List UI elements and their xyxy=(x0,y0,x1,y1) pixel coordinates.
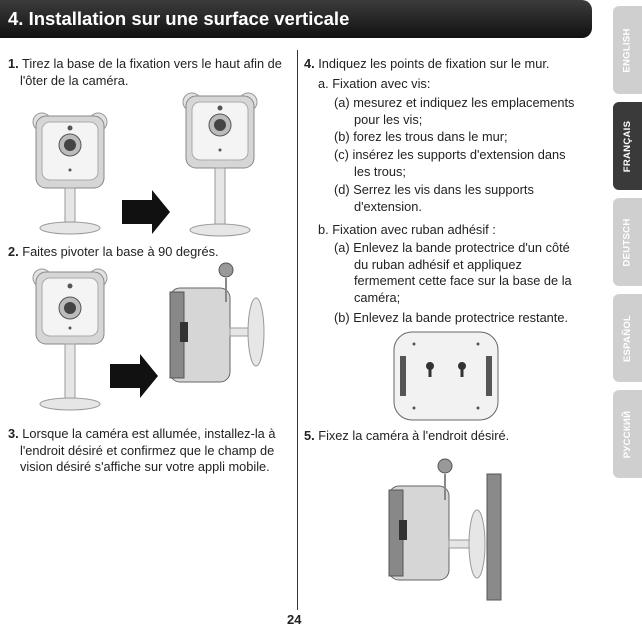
section-title: 4. Installation sur une surface verticale xyxy=(8,8,350,29)
tab-deutsch[interactable]: DEUTSCH xyxy=(613,198,642,286)
camera-side-view-icon xyxy=(170,263,264,382)
step-1-text: 1. Tirez la base de la fixation vers le haut afin de l'ôter de la caméra. xyxy=(8,56,282,88)
tab-english[interactable]: ENGLISH xyxy=(613,6,642,94)
section-header xyxy=(0,0,592,38)
tab-francais[interactable]: FRANÇAIS xyxy=(613,102,642,190)
camera-side-view-icon xyxy=(389,459,485,580)
tab-espanol[interactable]: ESPAÑOL xyxy=(613,294,642,382)
wall xyxy=(487,474,501,600)
tab-russian[interactable]: РУССКИЙ xyxy=(613,390,642,478)
step-4a-item: (a) mesurez et indiquez les emplacements pour les vis; xyxy=(334,95,575,127)
step-4a-item: (b) forez les trous dans le mur; xyxy=(334,129,508,144)
step-2-illustration xyxy=(30,258,270,418)
step-4-title: 4. Indiquez les points de fixation sur le mur. xyxy=(304,56,550,71)
step-4a-item: (c) insérez les supports d'extension dans les trous; xyxy=(334,147,566,179)
arrow-right-icon xyxy=(110,354,158,398)
step-5-title: 5. Fixez la caméra à l'endroit désiré. xyxy=(304,428,510,443)
step-3-text: 3. Lorsque la caméra est allumée, installez-la à l'endroit désiré et confirmez que le champ de vision désiré s'affiche sur votre appli mobile. xyxy=(8,426,276,474)
step-2-text: 2. Faites pivoter la base à 90 degrés. xyxy=(8,244,219,259)
column-divider xyxy=(297,50,298,610)
step-4a-title: a. Fixation avec vis: xyxy=(318,76,431,91)
arrow-right-icon xyxy=(122,190,170,234)
step-4b-item: (b) Enlevez la bande protectrice restante. xyxy=(334,310,569,325)
step-4a-item: (d) Serrez les vis dans les supports d'extension. xyxy=(334,182,534,214)
camera-with-base-icon xyxy=(33,269,107,410)
step-1-illustration xyxy=(30,90,270,260)
camera-with-base-icon xyxy=(183,93,257,236)
step-4b-item: (a) Enlevez la bande protectrice d'un côté du ruban adhésif et appliquez fermement cette face sur la base de la caméra; xyxy=(334,240,572,305)
base-plate-illustration xyxy=(392,330,500,422)
step-5-illustration xyxy=(385,450,505,600)
camera-with-base-icon xyxy=(33,113,107,234)
page-number: 24 xyxy=(287,612,302,627)
step-4b-title: b. Fixation avec ruban adhésif : xyxy=(318,222,496,237)
